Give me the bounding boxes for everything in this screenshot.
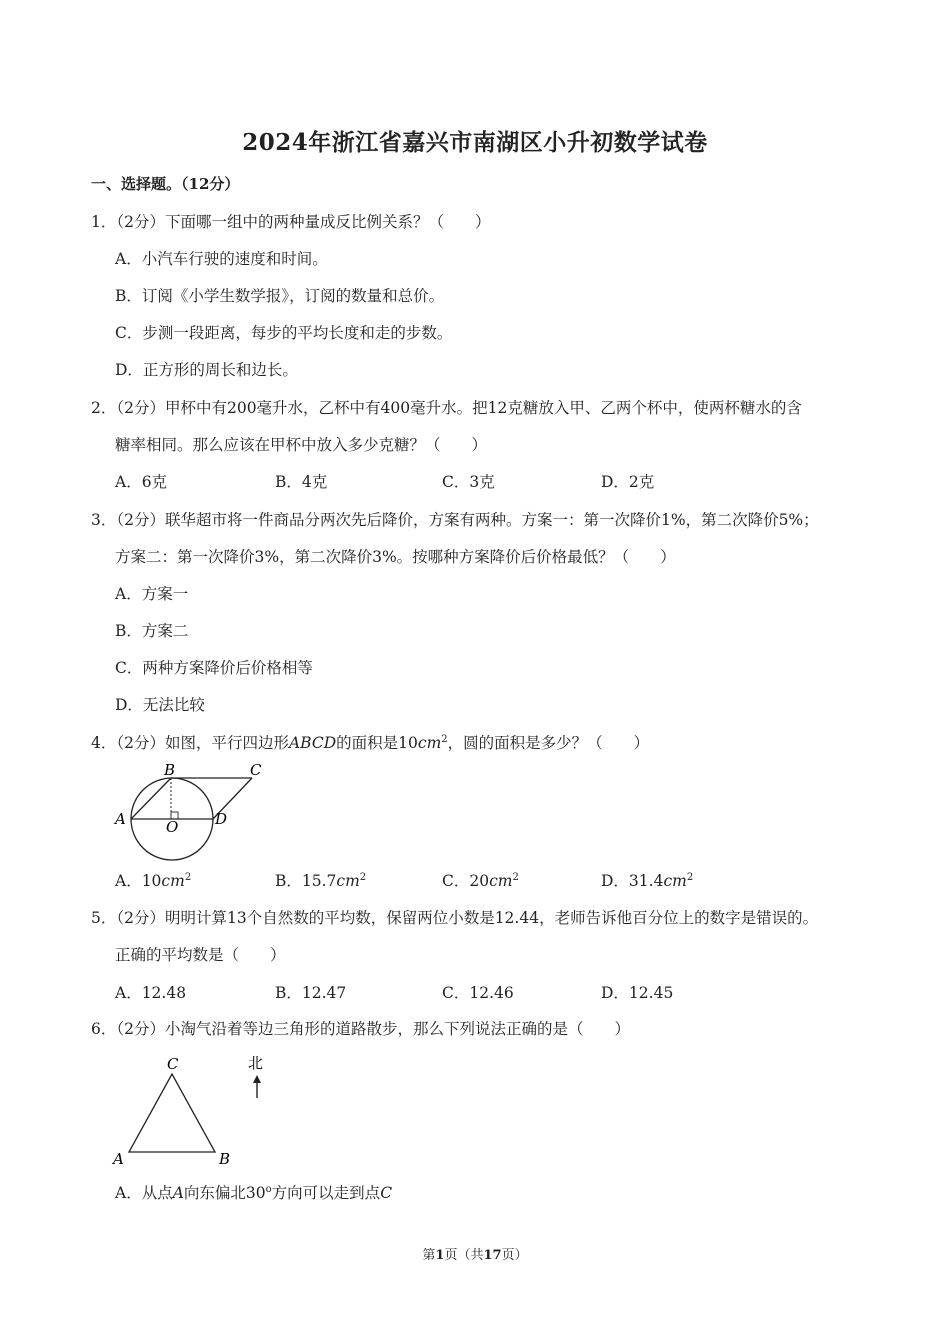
question-5-option-c: C．12.46: [442, 984, 514, 1002]
question-4-stem: 4．（2分）如图，平行四边形ABCD的面积是$10cm^2$，圆的面积是多少？（ ）: [91, 733, 650, 752]
question-5-option-d: D．12.45: [601, 984, 674, 1002]
question-1-option-b: B．订阅《小学生数学报》，订阅的数量和总价。: [115, 287, 445, 305]
question-2-stem-line1: 2．（2分）甲杯中有200毫升水，乙杯中有400毫升水。把12克糖放入甲、乙两个杯中，使两杯糖水的含: [91, 399, 802, 417]
triangle-vertex-a-label: A: [113, 1150, 124, 1168]
question-2-option-d: D．2克: [601, 473, 655, 491]
exam-title: 2024年浙江省嘉兴市南湖区小升初数学试卷: [242, 129, 708, 156]
triangle-vertex-c-label: C: [167, 1055, 179, 1073]
section-heading-choice: 一、选择题。（12分）: [91, 175, 240, 193]
point-a-label: A: [115, 810, 126, 828]
question-3-option-b: B．方案二: [115, 622, 189, 640]
question-6-option-a: A．从点A向东偏北30$^o$方向可以走到点C: [115, 1183, 393, 1202]
point-d-label: D: [215, 810, 228, 828]
question-1-option-c: C．步测一段距离，每步的平均长度和走的步数。: [115, 324, 453, 342]
question-4-option-d: D．$31.4cm^2$: [601, 871, 694, 890]
question-1-option-d: D．正方形的周长和边长。: [115, 361, 298, 379]
question-3-option-c: C．两种方案降价后价格相等: [115, 659, 313, 677]
question-1-option-a: A．小汽车行驶的速度和时间。: [115, 250, 328, 268]
point-b-label: B: [164, 761, 176, 779]
question-2-option-a: A．6克: [115, 473, 168, 491]
question-4-option-c: C．$20cm^2$: [442, 871, 519, 890]
north-arrow-icon: [253, 1075, 261, 1083]
question-3-option-a: A．方案一: [115, 585, 189, 603]
question-5-stem-line2: 正确的平均数是（ ）: [115, 946, 286, 964]
question-2-option-c: C．3克: [442, 473, 495, 491]
question-5-option-a: A．12.48: [115, 984, 187, 1002]
triangle-figure: [105, 1050, 285, 1170]
page-footer: 第1页（共17页）: [422, 1248, 528, 1263]
point-o-label: O: [166, 818, 179, 836]
question-3-stem-line2: 方案二：第一次降价3%，第二次降价3%。按哪种方案降价后价格最低？（ ）: [115, 548, 676, 566]
parallelogram-circle-figure: [105, 758, 295, 863]
question-6-stem: 6．（2分）小淘气沿着等边三角形的道路散步，那么下列说法正确的是（ ）: [91, 1020, 630, 1038]
north-label: 北: [248, 1054, 264, 1072]
question-3-option-d: D．无法比较: [115, 696, 205, 714]
question-4-option-a: A．$10cm^2$: [115, 871, 192, 890]
question-5-option-b: B．12.47: [275, 984, 347, 1002]
question-4-option-b: B．$15.7cm^2$: [275, 871, 367, 890]
triangle-vertex-b-label: B: [219, 1150, 231, 1168]
question-5-stem-line1: 5．（2分）明明计算13个自然数的平均数，保留两位小数是12.44，老师告诉他百分位上的数字是错误的。: [91, 909, 819, 927]
question-1-stem: 1．（2分）下面哪一组中的两种量成反比例关系？（ ）: [91, 213, 491, 231]
question-3-stem-line1: 3．（2分）联华超市将一件商品分两次先后降价，方案有两种。方案一：第一次降价1%，第二次降价5%；: [91, 511, 819, 529]
question-2-stem-line2: 糖率相同。那么应该在甲杯中放入多少克糖？（ ）: [115, 436, 488, 454]
question-2-option-b: B．4克: [275, 473, 328, 491]
equilateral-triangle: [129, 1074, 215, 1152]
point-c-label: C: [250, 761, 262, 779]
